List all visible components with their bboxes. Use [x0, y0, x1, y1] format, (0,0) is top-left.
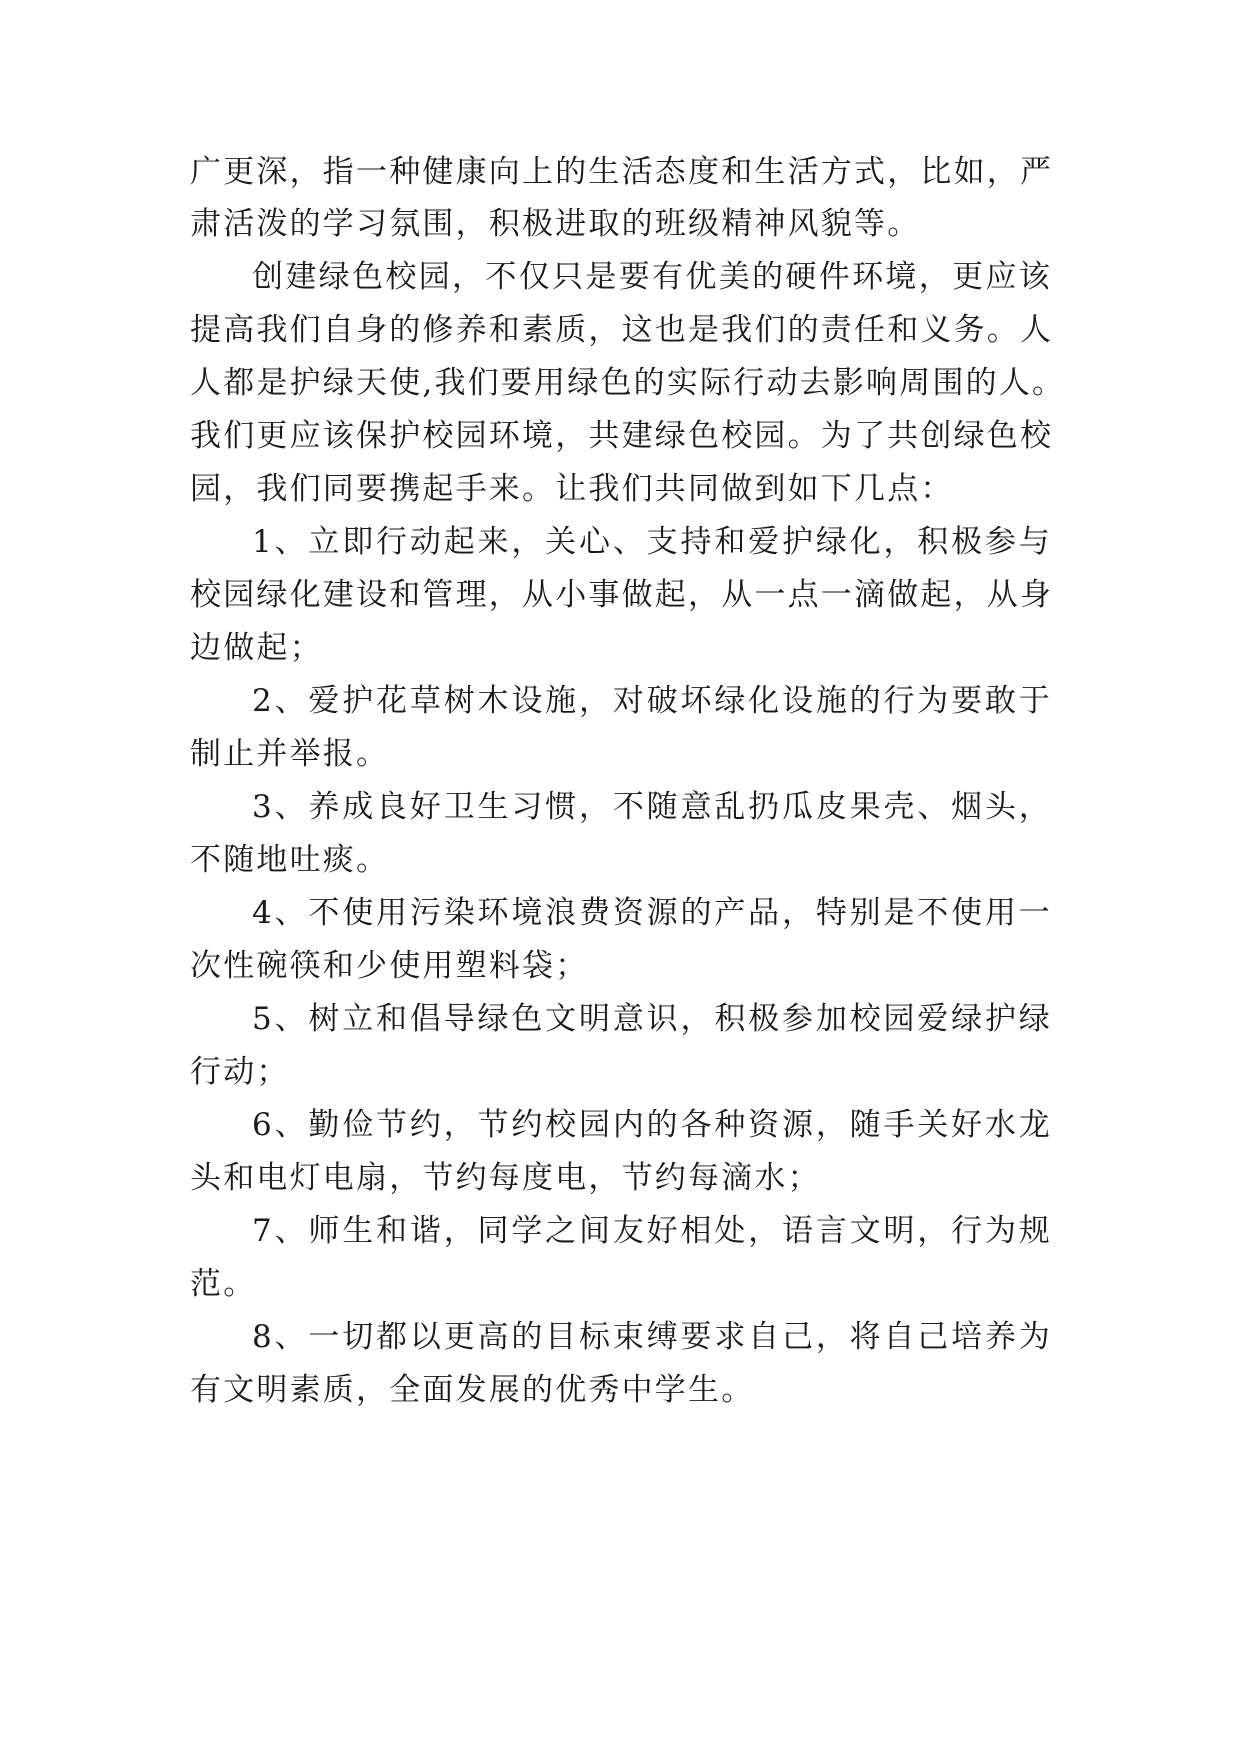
text-line: 园，我们同要携起手来。让我们共同做到如下几点： [190, 471, 954, 507]
text-line: 肃活泼的学习氛围，积极进取的班级精神风貌等。 [190, 206, 921, 242]
text-line: 范。 [190, 1266, 257, 1302]
text-line: 制止并举报。 [190, 736, 390, 772]
text-line: 人都是护绿天使,我们要用绿色的实际行动去影响周围的人。 [190, 365, 1066, 401]
list-item-8-line: 8、一切都以更高的目标束缚要求自己，将自己培养为 [252, 1319, 1052, 1355]
text-line: 我们更应该保护校园环境，共建绿色校园。为了共创绿色校 [190, 418, 1054, 454]
paragraph-start-line: 创建绿色校园，不仅只是要有优美的硬件环境，更应该 [252, 259, 1052, 295]
text-line: 不随地吐痰。 [190, 842, 390, 878]
list-item-4-line: 4、不使用污染环境浪费资源的产品，特别是不使用一 [252, 895, 1052, 931]
text-line: 头和电灯电扇，节约每度电，节约每滴水； [190, 1160, 821, 1196]
list-item-6-line: 6、勤俭节约，节约校园内的各种资源，随手关好水龙 [252, 1107, 1052, 1143]
list-item-1-line: 1、立即行动起来，关心、支持和爱护绿化，积极参与 [252, 524, 1052, 560]
list-item-2-line: 2、爱护花草树木设施，对破坏绿化设施的行为要敢于 [252, 683, 1052, 719]
list-item-7-line: 7、师生和谐，同学之间友好相处，语言文明，行为规 [252, 1213, 1052, 1249]
list-item-5-line: 5、树立和倡导绿色文明意识，积极参加校园爱绿护绿 [252, 1001, 1052, 1037]
text-line: 行动； [190, 1054, 290, 1090]
text-line: 次性碗筷和少使用塑料袋； [190, 948, 589, 984]
text-line: 提高我们自身的修养和素质，这也是我们的责任和义务。人 [190, 312, 1054, 348]
list-item-3-line: 3、养成良好卫生习惯，不随意乱扔瓜皮果壳、烟头， [252, 789, 1052, 825]
text-line: 有文明素质，全面发展的优秀中学生。 [190, 1372, 755, 1408]
text-line: 边做起； [190, 630, 323, 666]
text-line: 校园绿化建设和管理，从小事做起，从一点一滴做起，从身 [190, 577, 1054, 613]
text-line: 广更深，指一种健康向上的生活态度和生活方式，比如，严 [190, 154, 1054, 190]
